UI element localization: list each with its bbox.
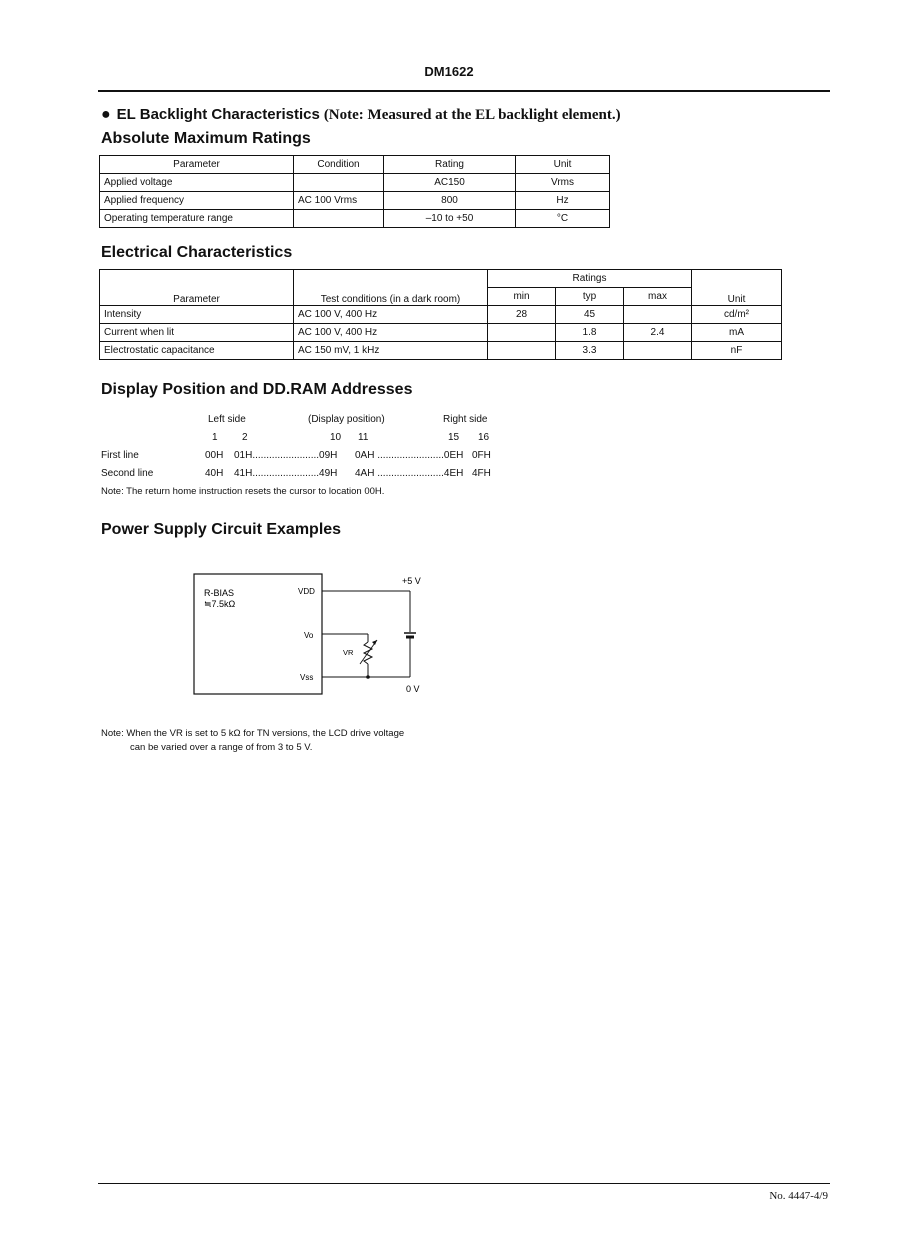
table-cell: AC150 (384, 174, 516, 192)
el-title: EL Backlight Characteristics (116, 106, 320, 123)
column-header: Parameter (100, 156, 294, 174)
table-header-row (100, 156, 610, 174)
table-cell: 1.8 (556, 324, 624, 342)
table-cell: Current when lit (100, 324, 294, 342)
document-number: No. 4447-4/9 (769, 1190, 828, 1202)
plus5v-label: +5 V (402, 576, 421, 586)
abs-max-heading: Absolute Maximum Ratings (101, 130, 311, 147)
table-row (100, 174, 610, 192)
table-row (100, 210, 610, 228)
table-cell: mA (692, 324, 782, 342)
column-header: Unit (692, 270, 782, 306)
display-note: Note: The return home instruction resets the cursor to location 00H. (101, 486, 385, 497)
vdd-pin-label: VDD (298, 587, 315, 596)
table-row (100, 342, 782, 360)
table-cell (624, 306, 692, 324)
position-number: 1 (212, 432, 218, 443)
table-cell: Operating temperature range (100, 210, 294, 228)
address-range: 41H........................49H (234, 468, 338, 479)
table-cell: nF (692, 342, 782, 360)
column-header: typ (556, 288, 624, 306)
rbias-value: ≒7.5kΩ (204, 599, 236, 609)
table-cell: Electrostatic capacitance (100, 342, 294, 360)
rbias-label: R-BIAS (204, 588, 235, 598)
table-cell: AC 100 Vrms (294, 192, 384, 210)
address-range: 4AH ........................4EH (355, 468, 464, 479)
abs-max-table (99, 155, 610, 228)
table-cell: Intensity (100, 306, 294, 324)
table-cell (624, 342, 692, 360)
table-cell: –10 to +50 (384, 210, 516, 228)
address-cell: 0FH (472, 450, 491, 461)
position-number: 10 (330, 432, 342, 443)
table-cell: AC 150 mV, 1 kHz (294, 342, 488, 360)
table-cell: cd/m² (692, 306, 782, 324)
power-note-line2: can be varied over a range of from 3 to 5 V. (130, 742, 313, 753)
table-cell: Applied voltage (100, 174, 294, 192)
second-line-label: Second line (101, 468, 154, 479)
table-row (100, 192, 610, 210)
position-number: 15 (448, 432, 460, 443)
table-row (100, 306, 782, 324)
first-line-label: First line (101, 450, 139, 461)
table-cell: Applied frequency (100, 192, 294, 210)
table-cell: °C (516, 210, 610, 228)
left-side-label: Left side (208, 414, 246, 425)
el-section-title (101, 106, 621, 124)
table-cell: 45 (556, 306, 624, 324)
vo-pin-label: Vo (304, 631, 314, 640)
bullet-icon: ● (101, 106, 111, 123)
column-header: min (488, 288, 556, 306)
position-number: 16 (478, 432, 490, 443)
vss-pin-label: Vss (300, 673, 314, 682)
table-cell: 28 (488, 306, 556, 324)
table-cell: AC 100 V, 400 Hz (294, 306, 488, 324)
table-cell: Hz (516, 192, 610, 210)
ratings-group-header: Ratings (488, 270, 692, 288)
address-cell: 00H (205, 450, 224, 461)
right-side-label: Right side (443, 414, 488, 425)
power-supply-circuit-diagram (180, 560, 450, 710)
display-heading: Display Position and DD.RAM Addresses (101, 381, 413, 398)
el-note: (Note: Measured at the EL backlight element.) (323, 107, 621, 123)
table-header-row (100, 270, 782, 288)
vr-label: VR (343, 648, 354, 657)
table-cell (488, 342, 556, 360)
arrow-head-icon (372, 640, 377, 645)
address-range: 0AH ........................0EH (355, 450, 464, 461)
table-row (100, 324, 782, 342)
junction-dot (366, 675, 370, 679)
address-cell: 40H (205, 468, 224, 479)
column-header: Parameter (100, 270, 294, 306)
address-range: 01H........................09H (234, 450, 338, 461)
column-header: max (624, 288, 692, 306)
table-cell (294, 210, 384, 228)
table-cell: 2.4 (624, 324, 692, 342)
position-number: 2 (242, 432, 248, 443)
table-cell: 800 (384, 192, 516, 210)
display-position-label: (Display position) (308, 414, 385, 425)
elec-heading: Electrical Characteristics (101, 244, 293, 261)
column-header: Test conditions (in a dark room) (294, 270, 488, 306)
column-header: Condition (294, 156, 384, 174)
elec-table (99, 269, 782, 360)
table-cell: 3.3 (556, 342, 624, 360)
document-model-number: DM1622 (424, 64, 474, 79)
address-cell: 4FH (472, 468, 491, 479)
table-cell (488, 324, 556, 342)
table-cell: Vrms (516, 174, 610, 192)
power-note-line1: Note: When the VR is set to 5 kΩ for TN versions, the LCD drive voltage (101, 728, 405, 739)
column-header: Rating (384, 156, 516, 174)
table-cell (294, 174, 384, 192)
header-rule (98, 90, 830, 92)
table-cell: AC 100 V, 400 Hz (294, 324, 488, 342)
column-header: Unit (516, 156, 610, 174)
position-number: 11 (358, 432, 369, 443)
zero-v-label: 0 V (406, 684, 420, 694)
footer-rule (98, 1183, 830, 1184)
power-heading: Power Supply Circuit Examples (101, 521, 342, 538)
